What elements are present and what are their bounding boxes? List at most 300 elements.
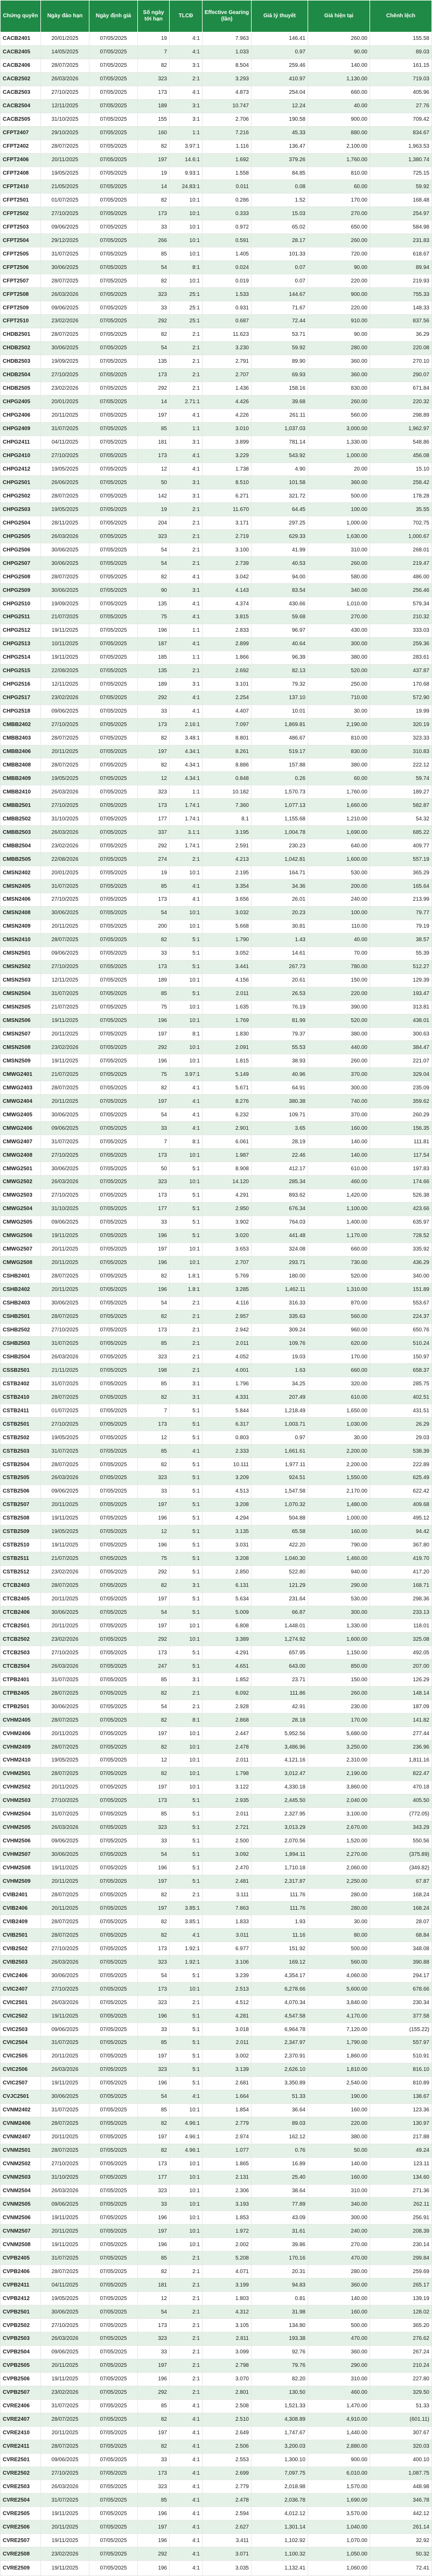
cell-theoretical-price: 519.17 — [252, 745, 308, 758]
cell-difference: 151.89 — [370, 1283, 432, 1296]
cell-conversion-ratio: 5:1 — [170, 1202, 203, 1216]
cell-conversion-ratio: 5:1 — [170, 1875, 203, 1888]
cell-days-to-maturity: 33 — [138, 1484, 170, 1498]
cell-theoretical-price: 130.50 — [252, 2386, 308, 2399]
cell-conversion-ratio: 5:1 — [170, 2049, 203, 2063]
cell-effective-gearing: 3.106 — [203, 1956, 252, 1969]
cell-warrant-code: CMSN2402 — [1, 866, 41, 880]
cell-maturity-date: 28/07/2025 — [41, 1687, 89, 1700]
cell-current-price: 500.00 — [308, 1942, 370, 1956]
cell-conversion-ratio: 10:1 — [170, 274, 203, 288]
cell-days-to-maturity: 197 — [138, 153, 170, 167]
cell-difference: (601.11) — [370, 2413, 432, 2426]
cell-effective-gearing: 2.928 — [203, 1700, 252, 1714]
cell-warrant-code: CVNM2507 — [1, 2225, 41, 2238]
table-row — [1, 731, 432, 745]
cell-theoretical-price: 28.18 — [252, 1714, 308, 1727]
cell-days-to-maturity: 33 — [138, 301, 170, 315]
cell-difference: 258.42 — [370, 476, 432, 489]
cell-warrant-code: CFPT2502 — [1, 207, 41, 220]
cell-conversion-ratio: 2:1 — [170, 382, 203, 395]
cell-difference: 384.47 — [370, 1041, 432, 1054]
cell-conversion-ratio: 3:1 — [170, 678, 203, 691]
cell-maturity-date: 27/10/2025 — [41, 2467, 89, 2480]
cell-warrant-code: CSTB2501 — [1, 1418, 41, 1431]
table-row — [1, 2467, 432, 2480]
cell-difference: 365.20 — [370, 2319, 432, 2332]
cell-difference: 174.66 — [370, 1176, 432, 1189]
cell-valuation-date: 07/05/2025 — [89, 355, 138, 368]
cell-difference: 834.67 — [370, 126, 432, 140]
cell-days-to-maturity: 54 — [138, 557, 170, 570]
cell-days-to-maturity: 82 — [138, 328, 170, 341]
cell-valuation-date: 07/05/2025 — [89, 1377, 138, 1391]
cell-theoretical-price: 164.71 — [252, 866, 308, 880]
cell-days-to-maturity: 19 — [138, 32, 170, 46]
table-row — [1, 2399, 432, 2413]
table-row — [1, 1929, 432, 1942]
cell-difference: 123.36 — [370, 2103, 432, 2117]
table-row — [1, 1350, 432, 1364]
cell-current-price: 2,200.00 — [308, 1445, 370, 1458]
cell-effective-gearing: 2.801 — [203, 2386, 252, 2399]
cell-warrant-code: CMWG2407 — [1, 1135, 41, 1149]
cell-valuation-date: 07/05/2025 — [89, 1741, 138, 1754]
cell-warrant-code: CSTB2507 — [1, 1498, 41, 1511]
cell-conversion-ratio: 2:1 — [170, 2386, 203, 2399]
cell-days-to-maturity: 82 — [138, 1714, 170, 1727]
cell-warrant-code: CMWG2401 — [1, 1068, 41, 1081]
cell-valuation-date: 07/05/2025 — [89, 113, 138, 126]
table-row — [1, 839, 432, 853]
cell-warrant-code: CHPG2506 — [1, 543, 41, 557]
cell-valuation-date: 07/05/2025 — [89, 1391, 138, 1404]
cell-effective-gearing: 2.011 — [203, 1807, 252, 1821]
cell-current-price: 2,190.00 — [308, 1767, 370, 1780]
cell-effective-gearing: 6.131 — [203, 1579, 252, 1592]
cell-current-price: 520.00 — [308, 1269, 370, 1283]
cell-current-price: 1,600.00 — [308, 853, 370, 866]
cell-current-price: 100.00 — [308, 906, 370, 920]
cell-difference: 419.70 — [370, 1552, 432, 1565]
cell-days-to-maturity: 82 — [138, 2440, 170, 2453]
cell-theoretical-price: 285.34 — [252, 1176, 308, 1189]
table-row — [1, 1189, 432, 1202]
cell-warrant-code: CMBB2409 — [1, 772, 41, 785]
table-row — [1, 1888, 432, 1902]
cell-maturity-date: 23/02/2026 — [41, 382, 89, 395]
cell-maturity-date: 20/11/2025 — [41, 1242, 89, 1256]
cell-difference: 1,811.16 — [370, 1754, 432, 1767]
cell-current-price: 60.00 — [308, 772, 370, 785]
cell-current-price: 1,060.00 — [308, 2561, 370, 2576]
cell-difference: 582.87 — [370, 799, 432, 812]
cell-days-to-maturity: 12 — [138, 2292, 170, 2305]
cell-current-price: 1,100.00 — [308, 1202, 370, 1216]
cell-maturity-date: 28/07/2025 — [41, 1081, 89, 1095]
cell-theoretical-price: 3,013.29 — [252, 1821, 308, 1834]
cell-days-to-maturity: 196 — [138, 1256, 170, 1269]
cell-days-to-maturity: 82 — [138, 731, 170, 745]
cell-current-price: 360.00 — [308, 2278, 370, 2292]
cell-difference: 26.29 — [370, 1418, 432, 1431]
cell-maturity-date: 31/07/2025 — [41, 987, 89, 1000]
cell-current-price: 1,630.00 — [308, 530, 370, 543]
table-row — [1, 1027, 432, 1041]
table-row — [1, 140, 432, 153]
cell-days-to-maturity: 197 — [138, 2520, 170, 2534]
cell-current-price: 1,810.00 — [308, 2063, 370, 2076]
cell-difference: 213.99 — [370, 893, 432, 907]
cell-difference: 261.14 — [370, 2520, 432, 2534]
cell-theoretical-price: 2,347.97 — [252, 2036, 308, 2050]
cell-maturity-date: 28/07/2025 — [41, 731, 89, 745]
cell-maturity-date: 19/11/2025 — [41, 651, 89, 664]
cell-current-price: 940.00 — [308, 1565, 370, 1579]
cell-valuation-date: 07/05/2025 — [89, 705, 138, 718]
cell-days-to-maturity: 197 — [138, 1592, 170, 1606]
cell-difference: 277.44 — [370, 1727, 432, 1741]
cell-difference: 320.03 — [370, 2440, 432, 2453]
cell-theoretical-price: 11.16 — [252, 1929, 308, 1942]
cell-warrant-code: CMSN2509 — [1, 1054, 41, 1068]
cell-current-price: 220.00 — [308, 301, 370, 315]
cell-valuation-date: 07/05/2025 — [89, 2399, 138, 2413]
cell-difference: 417.20 — [370, 1565, 432, 1579]
cell-valuation-date: 07/05/2025 — [89, 2359, 138, 2372]
cell-conversion-ratio: 10:1 — [170, 1000, 203, 1014]
cell-valuation-date: 07/05/2025 — [89, 1619, 138, 1633]
cell-effective-gearing: 5.009 — [203, 1606, 252, 1619]
cell-difference: 118.01 — [370, 1619, 432, 1633]
cell-current-price: 4,060.00 — [308, 1969, 370, 1983]
cell-valuation-date: 07/05/2025 — [89, 1942, 138, 1956]
cell-conversion-ratio: 2:1 — [170, 1337, 203, 1350]
cell-warrant-code: CFPT2504 — [1, 234, 41, 247]
cell-effective-gearing: 5.634 — [203, 1592, 252, 1606]
table-row — [1, 1068, 432, 1081]
cell-days-to-maturity: 292 — [138, 2547, 170, 2561]
cell-warrant-code: CHPG2508 — [1, 570, 41, 584]
table-row — [1, 906, 432, 920]
cell-effective-gearing: 3.052 — [203, 947, 252, 960]
cell-effective-gearing: 6.808 — [203, 1619, 252, 1633]
table-row — [1, 2494, 432, 2507]
cell-days-to-maturity: 196 — [138, 1054, 170, 1068]
table-row — [1, 1431, 432, 1445]
cell-theoretical-price: 64.91 — [252, 1081, 308, 1095]
cell-valuation-date: 07/05/2025 — [89, 853, 138, 866]
cell-days-to-maturity: 82 — [138, 2413, 170, 2426]
cell-days-to-maturity: 12 — [138, 772, 170, 785]
cell-theoretical-price: 1,747.67 — [252, 2426, 308, 2440]
table-row — [1, 678, 432, 691]
cell-effective-gearing: 2.591 — [203, 839, 252, 853]
cell-valuation-date: 07/05/2025 — [89, 1176, 138, 1189]
cell-conversion-ratio: 10:1 — [170, 2211, 203, 2225]
cell-current-price: 1,650.00 — [308, 1404, 370, 1418]
cell-maturity-date: 30/06/2025 — [41, 341, 89, 355]
table-row — [1, 1687, 432, 1700]
cell-effective-gearing: 3.105 — [203, 2319, 252, 2332]
table-row — [1, 624, 432, 637]
table-row — [1, 1229, 432, 1242]
table-row — [1, 86, 432, 99]
cell-warrant-code: CSTB2506 — [1, 1484, 41, 1498]
cell-maturity-date: 19/05/2025 — [41, 462, 89, 476]
cell-conversion-ratio: 5:1 — [170, 1538, 203, 1552]
cell-conversion-ratio: 2:1 — [170, 2359, 203, 2372]
cell-days-to-maturity: 85 — [138, 1337, 170, 1350]
cell-effective-gearing: 2.791 — [203, 355, 252, 368]
cell-days-to-maturity: 82 — [138, 1458, 170, 1472]
cell-valuation-date: 07/05/2025 — [89, 2547, 138, 2561]
cell-maturity-date: 20/11/2025 — [41, 2130, 89, 2144]
table-row — [1, 2386, 432, 2399]
cell-maturity-date: 27/10/2025 — [41, 1646, 89, 1660]
cell-warrant-code: CFPT2509 — [1, 301, 41, 315]
cell-maturity-date: 23/02/2026 — [41, 1633, 89, 1646]
cell-warrant-code: CHPG2513 — [1, 637, 41, 651]
cell-conversion-ratio: 4:1 — [170, 2547, 203, 2561]
cell-warrant-code: CVRE2505 — [1, 2507, 41, 2520]
cell-days-to-maturity: 82 — [138, 2265, 170, 2278]
cell-effective-gearing: 5.769 — [203, 1269, 252, 1283]
cell-effective-gearing: 2.707 — [203, 1256, 252, 1269]
cell-valuation-date: 07/05/2025 — [89, 2520, 138, 2534]
cell-difference: 270.10 — [370, 355, 432, 368]
cell-maturity-date: 31/07/2025 — [41, 1135, 89, 1149]
cell-valuation-date: 07/05/2025 — [89, 1027, 138, 1041]
cell-days-to-maturity: 323 — [138, 288, 170, 301]
table-row — [1, 1646, 432, 1660]
cell-warrant-code: CSHB2401 — [1, 1269, 41, 1283]
cell-days-to-maturity: 33 — [138, 947, 170, 960]
cell-warrant-code: CHPG2501 — [1, 476, 41, 489]
table-row — [1, 72, 432, 86]
cell-theoretical-price: 321.72 — [252, 489, 308, 503]
cell-theoretical-price: 42.91 — [252, 1700, 308, 1714]
cell-days-to-maturity: 33 — [138, 1834, 170, 1848]
table-row — [1, 1310, 432, 1323]
cell-conversion-ratio: 3.97:1 — [170, 140, 203, 153]
cell-valuation-date: 07/05/2025 — [89, 543, 138, 557]
cell-effective-gearing: 2.011 — [203, 987, 252, 1000]
cell-conversion-ratio: 2:1 — [170, 1323, 203, 1337]
cell-valuation-date: 07/05/2025 — [89, 2076, 138, 2090]
cell-warrant-code: CVHM2505 — [1, 1821, 41, 1834]
table-row — [1, 799, 432, 812]
cell-difference: 431.51 — [370, 1404, 432, 1418]
cell-warrant-code: CHPG2512 — [1, 624, 41, 637]
cell-maturity-date: 26/03/2026 — [41, 2332, 89, 2345]
cell-current-price: 1,600.00 — [308, 1633, 370, 1646]
cell-current-price: 1,660.00 — [308, 799, 370, 812]
cell-current-price: 440.00 — [308, 1041, 370, 1054]
cell-effective-gearing: 6.271 — [203, 489, 252, 503]
cell-difference: 27.76 — [370, 99, 432, 113]
cell-maturity-date: 30/06/2025 — [41, 1162, 89, 1176]
cell-days-to-maturity: 82 — [138, 59, 170, 72]
table-row — [1, 2225, 432, 2238]
cell-warrant-code: CVNM2504 — [1, 2184, 41, 2198]
cell-days-to-maturity: 12 — [138, 1431, 170, 1445]
cell-conversion-ratio: 10:1 — [170, 207, 203, 220]
cell-days-to-maturity: 274 — [138, 853, 170, 866]
cell-conversion-ratio: 10:1 — [170, 1242, 203, 1256]
cell-conversion-ratio: 1:1 — [170, 126, 203, 140]
cell-days-to-maturity: 197 — [138, 2225, 170, 2238]
cell-days-to-maturity: 197 — [138, 1242, 170, 1256]
table-row — [1, 167, 432, 180]
table-row — [1, 2157, 432, 2171]
cell-effective-gearing: 2.868 — [203, 1714, 252, 1727]
cell-difference: 492.05 — [370, 1646, 432, 1660]
cell-maturity-date: 28/07/2025 — [41, 933, 89, 947]
cell-difference: 32.92 — [370, 2534, 432, 2547]
cell-conversion-ratio: 2:1 — [170, 1888, 203, 1902]
cell-warrant-code: CVPB2505 — [1, 2359, 41, 2372]
cell-warrant-code: CVJC2501 — [1, 2090, 41, 2103]
cell-difference: 702.75 — [370, 516, 432, 530]
cell-difference: 79.77 — [370, 906, 432, 920]
cell-valuation-date: 07/05/2025 — [89, 1149, 138, 1162]
cell-warrant-code: CMBB2408 — [1, 758, 41, 772]
cell-current-price: 460.00 — [308, 2386, 370, 2399]
cell-conversion-ratio: 3:1 — [170, 489, 203, 503]
cell-current-price: 960.00 — [308, 1323, 370, 1337]
cell-difference: 1,962.97 — [370, 422, 432, 436]
cell-difference: 1,963.53 — [370, 140, 432, 153]
cell-current-price: 730.00 — [308, 1256, 370, 1269]
cell-effective-gearing: 6.977 — [203, 1942, 252, 1956]
cell-conversion-ratio: 4:1 — [170, 2520, 203, 2534]
cell-current-price: 160.00 — [308, 2171, 370, 2184]
cell-difference: 267.24 — [370, 2345, 432, 2359]
table-row — [1, 2534, 432, 2547]
cell-warrant-code: CVRE2503 — [1, 2480, 41, 2494]
cell-maturity-date: 20/11/2025 — [41, 1027, 89, 1041]
cell-effective-gearing: 4.281 — [203, 2009, 252, 2023]
cell-valuation-date: 07/05/2025 — [89, 906, 138, 920]
cell-maturity-date: 12/11/2025 — [41, 678, 89, 691]
cell-effective-gearing: 3.092 — [203, 1848, 252, 1861]
cell-valuation-date: 07/05/2025 — [89, 2305, 138, 2319]
cell-theoretical-price: 1,040.30 — [252, 1552, 308, 1565]
cell-theoretical-price: 15.03 — [252, 207, 308, 220]
cell-valuation-date: 07/05/2025 — [89, 2252, 138, 2265]
cell-difference: 230.34 — [370, 1996, 432, 2009]
cell-effective-gearing: 1.664 — [203, 2090, 252, 2103]
cell-theoretical-price: 82.20 — [252, 2372, 308, 2386]
cell-current-price: 40.00 — [308, 933, 370, 947]
cell-effective-gearing: 3.902 — [203, 1216, 252, 1229]
cell-current-price: 1,310.00 — [308, 1283, 370, 1296]
cell-difference: 189.27 — [370, 785, 432, 799]
cell-maturity-date: 26/03/2026 — [41, 1821, 89, 1834]
cell-warrant-code: CSHB2503 — [1, 1337, 41, 1350]
cell-maturity-date: 19/05/2025 — [41, 772, 89, 785]
cell-difference: 187.09 — [370, 1700, 432, 1714]
table-row — [1, 2305, 432, 2319]
cell-days-to-maturity: 82 — [138, 2117, 170, 2130]
cell-conversion-ratio: 3.97:1 — [170, 1068, 203, 1081]
cell-theoretical-price: 193.38 — [252, 2332, 308, 2345]
cell-current-price: 1,000.00 — [308, 1511, 370, 1525]
cell-maturity-date: 19/05/2025 — [41, 2292, 89, 2305]
cell-warrant-code: CFPT2402 — [1, 140, 41, 153]
cell-conversion-ratio: 4:1 — [170, 637, 203, 651]
table-row — [1, 449, 432, 462]
cell-warrant-code: CMWG2403 — [1, 1081, 41, 1095]
cell-current-price: 660.00 — [308, 1242, 370, 1256]
cell-warrant-code: CSTB2512 — [1, 1565, 41, 1579]
cell-days-to-maturity: 197 — [138, 1780, 170, 1794]
cell-effective-gearing: 11.623 — [203, 328, 252, 341]
cell-conversion-ratio: 3.85:1 — [170, 1902, 203, 1915]
cell-maturity-date: 31/10/2025 — [41, 1202, 89, 1216]
cell-conversion-ratio: 5:1 — [170, 1484, 203, 1498]
cell-effective-gearing: 3.032 — [203, 906, 252, 920]
cell-conversion-ratio: 3:1 — [170, 113, 203, 126]
cell-conversion-ratio: 4.34:1 — [170, 772, 203, 785]
cell-warrant-code: CVPB2411 — [1, 2278, 41, 2292]
table-row — [1, 637, 432, 651]
cell-valuation-date: 07/05/2025 — [89, 261, 138, 274]
cell-difference: 510.24 — [370, 1337, 432, 1350]
cell-warrant-code: CVPB2504 — [1, 2345, 41, 2359]
cell-difference: 259.36 — [370, 637, 432, 651]
cell-difference: 822.47 — [370, 1767, 432, 1780]
cell-warrant-code: CMWG2404 — [1, 1095, 41, 1108]
cell-difference: 671.84 — [370, 382, 432, 395]
cell-difference: 38.57 — [370, 933, 432, 947]
cell-conversion-ratio: 25:1 — [170, 315, 203, 328]
cell-conversion-ratio: 2:1 — [170, 2345, 203, 2359]
cell-valuation-date: 07/05/2025 — [89, 2494, 138, 2507]
table-row — [1, 691, 432, 705]
cell-days-to-maturity: 54 — [138, 1700, 170, 1714]
cell-warrant-code: CMBB2402 — [1, 718, 41, 731]
cell-conversion-ratio: 2:1 — [170, 2265, 203, 2278]
cell-maturity-date: 19/09/2025 — [41, 355, 89, 368]
cell-conversion-ratio: 10:1 — [170, 2103, 203, 2117]
cell-current-price: 1,570.00 — [308, 2480, 370, 2494]
cell-maturity-date: 20/11/2025 — [41, 745, 89, 758]
cell-days-to-maturity: 54 — [138, 1848, 170, 1861]
cell-conversion-ratio: 3.48:1 — [170, 731, 203, 745]
cell-days-to-maturity: 292 — [138, 382, 170, 395]
cell-difference: 35.55 — [370, 503, 432, 516]
cell-effective-gearing: 7.097 — [203, 718, 252, 731]
cell-maturity-date: 23/02/2026 — [41, 691, 89, 705]
cell-theoretical-price: 53.71 — [252, 328, 308, 341]
cell-warrant-code: CFPT2506 — [1, 261, 41, 274]
cell-current-price: 80.00 — [308, 1929, 370, 1942]
table-row — [1, 32, 432, 46]
cell-warrant-code: CVHM2506 — [1, 1834, 41, 1848]
cell-theoretical-price: 2,445.50 — [252, 1794, 308, 1807]
cell-effective-gearing: 2.002 — [203, 2238, 252, 2252]
cell-maturity-date: 28/07/2025 — [41, 758, 89, 772]
cell-valuation-date: 07/05/2025 — [89, 1888, 138, 1902]
cell-difference: 168.24 — [370, 1888, 432, 1902]
cell-maturity-date: 19/11/2025 — [41, 2009, 89, 2023]
cell-theoretical-price: 0.07 — [252, 261, 308, 274]
cell-valuation-date: 07/05/2025 — [89, 1646, 138, 1660]
cell-days-to-maturity: 82 — [138, 758, 170, 772]
table-row — [1, 476, 432, 489]
